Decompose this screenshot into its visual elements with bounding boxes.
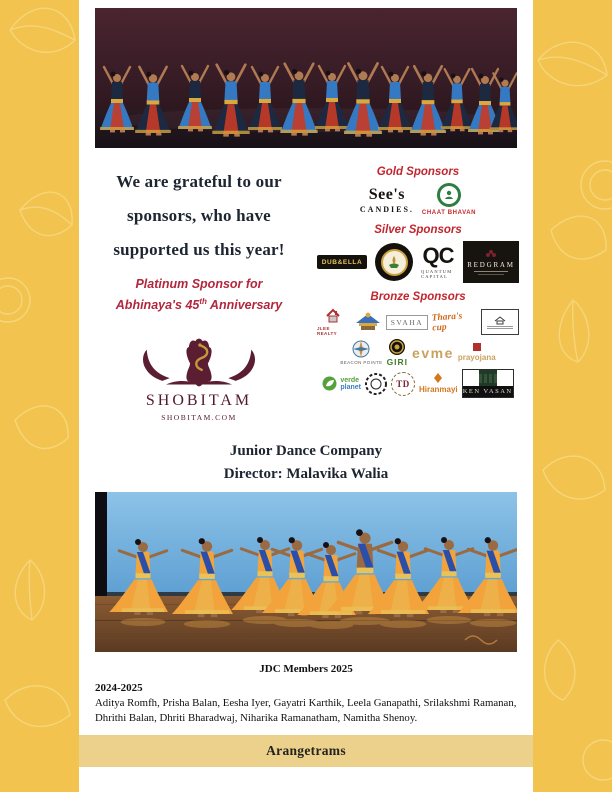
stage-wing (95, 492, 107, 596)
td-tales-logo: TD (391, 372, 415, 396)
home-builder-logo-icon (481, 309, 519, 335)
abhinaya-company-photo (95, 8, 517, 148)
gold-sponsors-title: Gold Sponsors (376, 166, 460, 178)
floral-pattern-left (0, 0, 79, 792)
jlee-realty-logo: JLEE REALTY (317, 308, 350, 336)
silver-sponsors-title: Silver Sponsors (374, 224, 462, 236)
jdc-members-list: Aditya Romfh, Prisha Balan, Eesha Iyer, Gayatri Karthik, Leela Ganapathi, Srilakshmi Ramanan, Dhrithi Balan, Dhriti Bharadwaj, Niharika Ramanatham, Namitha Shenoy. (95, 697, 517, 724)
verde-planet-logo: verde planet (322, 376, 361, 391)
circular-emblem-logo-icon (365, 373, 387, 395)
platinum-heading-line-2: Abhinaya's 45th Anniversary (115, 297, 283, 313)
gold-sponsors-row (360, 183, 476, 216)
tharas-cup-logo: Thara's cup (431, 311, 463, 334)
shobitam-lotus-icon (134, 324, 264, 390)
bronze-sponsors-row-1 (317, 308, 519, 336)
quantum-capital-logo: QC QUANTUM CAPITAL (421, 243, 454, 279)
prayojana-mark-icon (473, 343, 481, 351)
bronze-sponsors-title: Bronze Sponsors (370, 291, 466, 303)
dubella-logo: DUB&ELLA (317, 255, 367, 269)
shobitam-url: SHOBITAM.COM (161, 413, 237, 423)
chaat-bhavan-logo: CHAAT BHAVAN (422, 183, 476, 216)
giri-logo: GIRI (387, 338, 408, 367)
jdc-group-photo (95, 492, 517, 652)
platinum-sponsor-block (89, 276, 309, 422)
jdc-director: Director: Malavika Walia (223, 466, 389, 482)
ken-vasan-logo: KEN VASAN (462, 369, 514, 398)
gold-medallion-logo (375, 243, 413, 281)
content-column (79, 0, 533, 792)
sees-candies-logo: See's CANDIES. (359, 185, 414, 214)
redgram-floral-icon (485, 249, 497, 259)
platinum-sponsor-heading (89, 276, 309, 314)
temple-logo-icon (354, 311, 382, 333)
gratitude-line-3: supported us this year! (113, 240, 285, 259)
beacon-pointe-logo: BEACON POINTE (340, 340, 382, 365)
bronze-sponsors-row-3 (322, 369, 513, 398)
silver-sponsors-row (317, 241, 519, 283)
sponsors-panel (317, 162, 519, 400)
jdc-heading (79, 440, 533, 486)
chaat-bhavan-emblem-icon (437, 183, 461, 207)
gratitude-message (85, 165, 313, 267)
platinum-heading-line-1: Platinum Sponsor for (135, 277, 263, 291)
jdc-season-label: 2024-2025 (95, 682, 143, 694)
jdc-title: Junior Dance Company (229, 443, 383, 459)
arangetrams-banner (79, 735, 533, 767)
arangetrams-banner-label: Arangetrams (266, 743, 346, 758)
svaha-logo: SVAHA (386, 315, 428, 330)
gratitude-line-2: sponsors, who have (127, 206, 271, 225)
bronze-sponsors-row-2 (340, 338, 495, 367)
hiranmayi-logo: Hiranmayi (419, 373, 458, 394)
floral-pattern-right (533, 0, 612, 792)
redgram-logo: REDGRAM (463, 241, 519, 283)
ken-vasan-photo-band (479, 370, 497, 386)
evme-logo: evme (412, 344, 454, 361)
jdc-members-caption: JDC Members 2025 (259, 663, 353, 675)
shobitam-wordmark: SHOBITAM (145, 392, 253, 410)
prayojana-logo: prayojana (458, 343, 496, 362)
gratitude-line-1: We are grateful to our (116, 172, 282, 191)
